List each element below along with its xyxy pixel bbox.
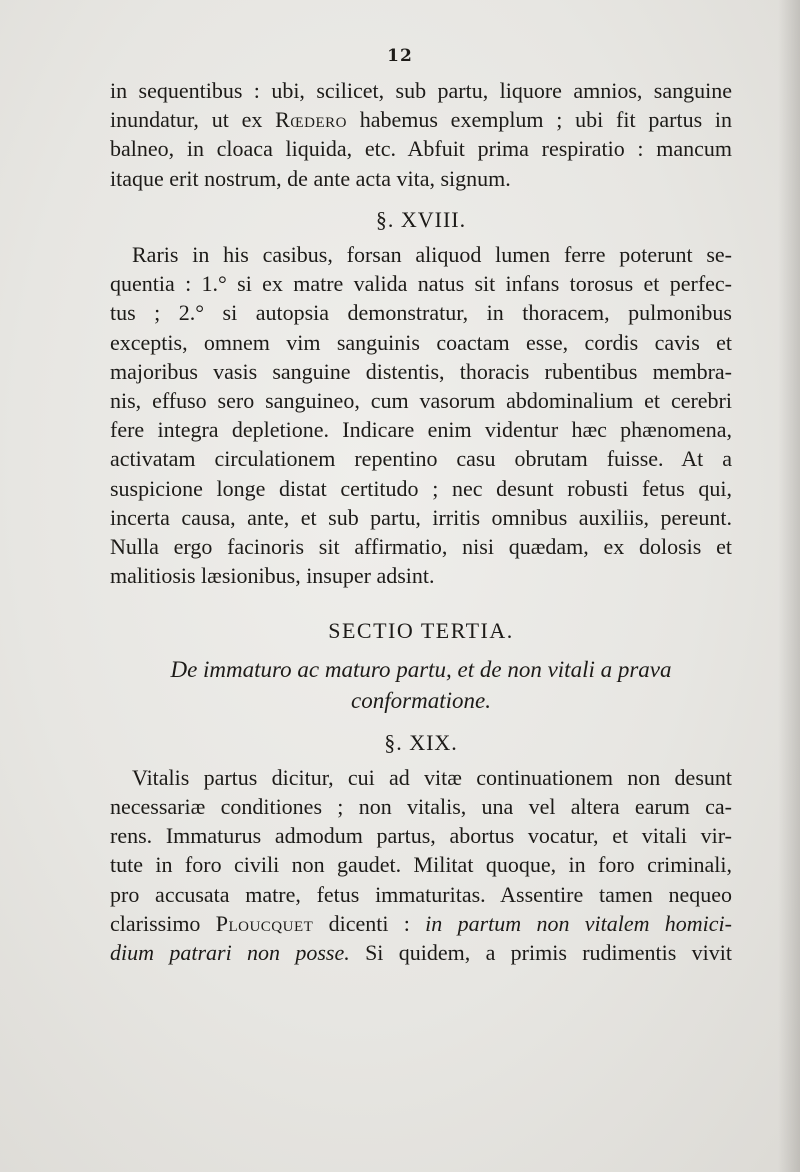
- author-name-ploucquet: Ploucquet: [215, 910, 314, 936]
- text-fragment: Si quidem, a primis rudimentis vivit: [349, 940, 732, 966]
- subtitle-line: conformatione.: [351, 687, 491, 713]
- section-heading-xviii: §. XVIII.: [375, 206, 467, 232]
- subtitle-line: De immaturo ac maturo partu, et de non vitali a prava: [170, 656, 672, 682]
- page-content: [110, 76, 732, 967]
- text-line: itaque erit nostrum, de ante acta vita, signum.: [110, 165, 511, 191]
- text-line: Vitalis partus dicitur, cui ad vitæ continuationem non desunt: [132, 764, 732, 790]
- text-line: pro accusata matre, fetus immaturitas. Assentire tamen nequeo: [110, 881, 732, 907]
- paragraph-xviii: [110, 240, 732, 590]
- text-line: Nulla ergo facinoris sit affirmatio, nisi quædam, ex dolosis et: [110, 534, 732, 560]
- text-fragment: dicenti :: [313, 910, 426, 936]
- text-line: quentia : 1.° si ex matre valida natus sit infans torosus et perfec-: [110, 271, 732, 297]
- text-line: [110, 938, 732, 967]
- text-line: balneo, in cloaca liquida, etc. Abfuit prima respiratio : mancum: [110, 136, 732, 162]
- text-line: necessariæ conditiones ; non vitalis, una vel altera earum ca-: [110, 794, 732, 820]
- text-line: activatam circulationem repentino casu obrutam fuisse. At a: [110, 446, 732, 472]
- text-line: malitiosis læsionibus, insuper adsint.: [110, 563, 435, 589]
- text-fragment: clarissimo: [110, 910, 216, 936]
- text-line: majoribus vasis sanguine distentis, thoracis rubentibus membra-: [110, 358, 732, 384]
- text-line: exceptis, omnem vim sanguinis coactam esse, cordis cavis et: [110, 329, 732, 355]
- text-line: in sequentibus : ubi, scilicet, sub partu, liquore amnios, sanguine: [110, 78, 732, 103]
- text-line: tute in foro civili non gaudet. Militat quoque, in foro criminali,: [110, 852, 732, 878]
- paragraph-xix: [110, 763, 732, 967]
- text-line: incerta causa, ante, et sub partu, irritis omnibus auxiliis, pereunt.: [110, 504, 732, 530]
- text-line: tus ; 2.° si autopsia demonstratur, in thoracem, pulmonibus: [110, 300, 732, 326]
- section-subtitle: [110, 654, 732, 716]
- paragraph-continuation: [110, 76, 732, 193]
- text-line: [110, 909, 732, 938]
- text-line: fere integra depletione. Indicare enim videntur hæc phænomena,: [110, 417, 732, 443]
- page-edge-shadow: [778, 0, 800, 1172]
- quoted-text: dium patrari non posse.: [110, 940, 350, 966]
- section-title: SECTIO TERTIA.: [328, 618, 514, 644]
- text-fragment: inundatur, ut ex: [110, 107, 276, 133]
- text-line: rens. Immaturus admodum partus, abortus vocatur, et vitali vir-: [110, 823, 732, 849]
- text-line: [110, 105, 732, 134]
- text-line: Raris in his casibus, forsan aliquod lumen ferre poterunt se-: [132, 242, 732, 268]
- section-heading-xix: §. XIX.: [384, 729, 458, 755]
- author-name-roedero: Rœdero: [275, 107, 347, 133]
- page-number: 12: [387, 46, 413, 66]
- text-line: nis, effuso sero sanguineo, cum vasorum abdominalium et cerebri: [110, 388, 732, 414]
- text-line: suspicione longe distat certitudo ; nec desunt robusti fetus qui,: [110, 475, 732, 501]
- quoted-text: in partum non vitalem homici-: [425, 910, 732, 936]
- text-fragment: habemus exemplum ; ubi fit partus in: [346, 107, 733, 133]
